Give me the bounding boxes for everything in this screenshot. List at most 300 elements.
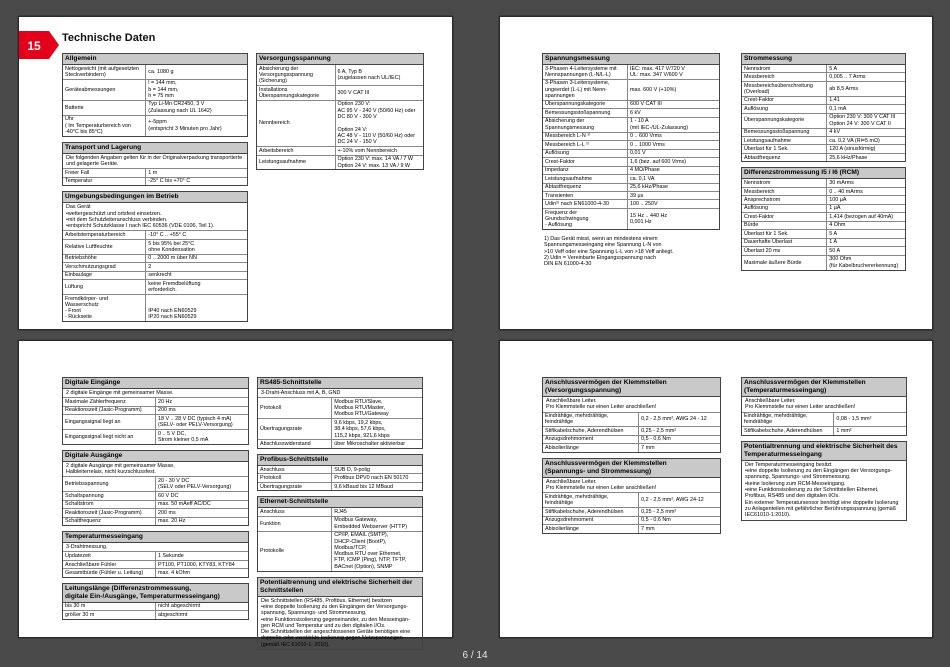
spec-value: RJ45 [334,508,347,515]
spec-label: Batterie [63,100,146,115]
section-profibus [257,454,423,491]
section-note: 2 digitale Eingänge mit gemeinsamer Masse. [63,389,248,398]
spec-table [63,169,247,185]
spec-value: +-5ppm (entspricht 3 Minuten pro Jahr) [146,115,247,136]
section-heading: Digitale Ausgänge [63,451,248,462]
spec-row [543,427,720,435]
spec-label: Abschlusswiderstand [258,440,332,448]
spec-row [543,158,719,166]
spec-value: max. 4 kOhm [156,569,249,577]
bullet-item: • eine doppelte Isolierung zu den Eingängen der Versorgungs- spannung, Spannungs- und Strommessung. [745,468,903,481]
section-heading: Umgebungsbedingungen im Betrieb [63,192,247,203]
spec-row [258,482,422,490]
spec-row [742,73,905,81]
spec-row [742,81,905,96]
spec-label: Überspannungskategorie [543,100,627,108]
spec-value: 0 .. 5 V DC, Strom kleiner 0,5 mA [156,430,249,444]
spec-value: SUB D, 9-polig [334,466,370,473]
bullet-item: • mit dem Schutzleiteranschluss verbinden. [66,217,244,223]
spec-row [257,100,423,146]
spec-label: Protokoll [258,398,332,419]
spec-value: 0 .. 1000 Vrms [627,141,719,149]
spec-value: 1 A [827,238,905,246]
section-versorgungsspannung [256,53,424,170]
spec-label: Relative Luftfeuchte [63,239,146,254]
spec-row [543,200,719,208]
bullet-list [261,604,419,629]
spec-value: max. 20 Hz [156,517,249,525]
spec-value: 2 [146,263,247,271]
spec-value: 200 ms [156,406,249,414]
section-heading: Transport und Lagerung [63,143,247,154]
spec-label: Lüftung [63,280,146,295]
spec-label: Anzugsdrehmoment [543,516,639,524]
spec-row [63,611,248,619]
section-heading: Potentialtrennung und elektrische Sicherheit des Temperaturmesseingang [742,442,906,461]
spec-row [258,508,422,516]
spec-value: -25° C bis +70° C [146,177,247,185]
spec-label: Bemessungsstoßspannung [742,128,827,136]
spec-row [258,419,422,440]
spec-value: max. 50 mAeff AC/DC [156,500,249,508]
page-indicator: 6 / 14 [462,650,488,661]
spec-value: 0,2 - 2,5 mm², AWG 24-12 [641,497,704,504]
spec-table [543,413,720,452]
spec-label: Crest-Faktor [543,158,627,166]
section-heading: Allgemein [63,54,247,65]
p1-right-column [256,53,424,175]
section-outro: Ein externer Temperatursensor benötigt eine doppelte Isolierung zu Anlagenteilen mit gefährlicher Berührungsspannung (gemäß IEC61010-1:2010). [745,499,899,519]
spec-row [543,525,720,533]
spec-label: Gesamtbürde (Fühler u. Leitung) [63,569,156,577]
section-heading: Leitungslänge (Differenzstrommessung, digitale Ein-/Ausgänge, Temperaturmesseingang) [63,584,248,603]
spec-value: 0,2 - 2,5 mm², AWG 24 - 12 [641,416,707,423]
spec-row [63,415,248,430]
spec-label: Fremdkörper- und Wasserschutz - Front - Rückseite [63,294,146,321]
spec-value: 300 Ohm (für Kabelbruchererkennung) [827,255,905,269]
spec-value: Typ Li-Mn CR2450, 3 V (Zulassung nach UL 1642) [146,100,247,115]
spec-label: Impedanz [543,166,627,174]
spec-label: Übertragungsrate [258,419,332,440]
spec-label: Eingangssignal liegt an [63,415,156,430]
spec-value: 25,6 kHz/Phase [627,183,719,191]
spec-label: Überspannungskategorie [742,113,827,128]
spec-row [543,493,720,507]
spec-row [63,280,247,295]
spec-value: 4 kV [827,128,905,136]
bullet-item: • entspricht Schutzklasse I nach IEC 60536 (VDE 0106, Teil 1). [66,223,244,229]
spec-row [63,294,247,321]
spec-label: Nennstrom [742,179,827,187]
spec-value: ab 8,5 Arms [827,81,905,96]
spec-row [258,516,422,531]
spec-label: Anschluss [258,466,332,474]
spec-label: Nettogewicht (mit aufgesetzten Steckverbindern) [63,65,146,79]
spec-label: Reaktionszeit (Jasic-Programm) [63,509,156,517]
spec-label: Stiftkabelschuhe, Aderendhülsen [742,427,834,435]
spec-label: 3-Phasen 3-Leitersysteme, ungeerdet (L-L) mit Nenn- spannungen [543,79,627,100]
spec-label: Freier Fall [63,169,146,177]
section-heading: Strommessung [742,54,905,65]
spec-value: ca. 0,2 VA (Ri=5 mΩ) [827,136,905,144]
page-title: Technische Daten [62,32,156,44]
spec-value: ca. 0,1 VA [627,175,719,183]
spec-label: Frequenz der Grundschwingung - Auflösung [543,208,627,229]
spec-value: l = 144 mm, b = 144 mm, h = 75 mm [146,79,247,100]
spec-label: Installations Überspannungskategorie [257,86,335,101]
spec-value: 15 Hz .. 440 Hz 0,001 Hz [627,208,719,229]
spec-row [63,569,248,577]
spec-label: Dauerhafte Überlast [742,238,827,246]
spec-label: Übertragungsrate [258,482,332,490]
spec-value: 1 µA [827,204,905,212]
section-transport [62,142,248,187]
spec-value: 1,414 (bezogen auf 40mA) [827,213,905,221]
spec-row [742,247,905,255]
p3-right-column [257,377,423,655]
spec-value: nicht abgeschirmt [158,603,201,610]
section-rs485 [257,377,423,449]
spec-label: Schaltspannung [63,492,156,500]
spec-row [63,231,247,239]
spec-value: 100 .. 250V [627,200,719,208]
spec-value: 7 mm [639,444,720,452]
section-outro: Die Schnittstellen der angeschlossenen Geräte benötigen eine doppelte oder verstärkte Isolierung gegen Netzspannungen (gemäß IEC 61010-1: 2010). [261,629,411,648]
spec-value: 20 - 30 V DC (SELV oder PELV-Versorgung) [158,478,232,491]
spec-value: 1,41 [827,96,905,104]
spec-row [742,105,905,113]
section-note: 2 digitale Ausgänge mit gemeinsamer Masse, Halbleiterrelais, nicht kurzschlussfest. [63,462,248,478]
bullet-list [66,211,244,230]
section-digitale-eingaenge [62,377,249,445]
spec-value: 4 Ohm [827,221,905,229]
section-heading: Profibus-Schnittstelle [258,455,422,466]
spec-table [543,493,720,532]
spec-label: Messbereich [742,73,827,81]
spec-value: 5 A [827,230,905,238]
spec-label: Gerätеabmessungen [63,79,146,100]
spec-table [258,466,422,490]
p3-left-column [62,377,249,625]
spec-value: 120 A (sinusförmig) [827,145,905,153]
section-rcm [741,167,906,270]
spec-value: 50 A [827,247,905,255]
page-3 [18,340,453,648]
spec-row [543,175,719,183]
spec-row [63,254,247,262]
spec-row [63,239,247,254]
section-digitale-ausgaenge [62,450,249,526]
spec-label: Verschmutzungsgrad [63,263,146,271]
spec-row [543,100,719,108]
spec-row [543,109,719,117]
footnotes [542,235,720,268]
page-1 [18,16,453,330]
spec-row [257,86,423,101]
section-strommessung [741,53,906,162]
spec-row [742,65,905,73]
spec-label: Leistungsaufnahme [742,136,827,144]
section-klemmen-messung [542,458,721,534]
spec-label: Leistungsaufnahme [257,155,335,169]
spec-value: max. 600 V (+10%) [627,79,719,100]
spec-value: 0,5 - 0,6 Nm [639,435,720,443]
spec-row [63,517,248,525]
section-note: Anschließbare Leiter. Pro Klemmstelle nur einen Leiter anschließen! [742,397,906,413]
spec-value: 1,6 (bez. auf 600 Vrms) [627,158,719,166]
spec-row [742,179,905,187]
spec-label: Arbeitstemperaturbereich [63,231,146,239]
spec-label: Überlast für 1 Sek. [742,230,827,238]
spec-row [257,65,423,86]
spec-table [742,65,905,161]
spec-label: Crest-Faktor [742,96,827,104]
spec-label: Abisolierlänge [543,444,639,452]
spec-label: Messbereich L-N ¹⁾ [543,132,627,140]
section-potentialtrennung [257,577,423,650]
spec-value: 100 µA [827,196,905,204]
spec-value: Profibus DPV0 nach EN 50170 [332,474,422,482]
spec-row [742,255,905,269]
p2-left-column [542,53,720,269]
spec-label: Überlast 20 ms [742,247,827,255]
spec-value: 5 bis 95% bei 25°C ohne Kondensation [146,239,247,254]
spec-row [63,79,247,100]
spec-label: Leistungsaufnahme [543,175,627,183]
spec-row [742,96,905,104]
spec-value: 0,005 .. 7 Arms [827,73,905,81]
section-ethernet [257,496,423,571]
spec-row [742,113,905,128]
section-heading: Versorgungsspannung [257,54,423,65]
spec-row [543,117,719,132]
spec-label: bis 30 m [63,603,156,611]
section-heading: Digitale Eingänge [63,378,248,389]
p2-right-column [741,53,906,276]
spec-label: Auflösung [742,204,827,212]
spec-row [258,466,422,474]
spec-row [543,132,719,140]
spec-row [742,230,905,238]
spec-table [63,398,248,444]
spec-label: Anschließbare Fühler [63,560,156,568]
spec-row [543,141,719,149]
spec-value: 1 m [148,169,158,176]
spec-row [543,166,719,174]
spec-label: Maximale äußere Bürde [742,255,827,269]
spec-label: größer 30 m [63,611,156,619]
spec-label: Schaltstrom [63,500,156,508]
spec-value: Option 230 V: max. 14 VA / 7 W Option 24 V: max. 13 VA / 9 W [335,155,423,169]
section-heading: Anschlussvermögen der Klemmstellen (Temperaturmesseingang) [742,378,906,397]
spec-row [543,79,719,100]
spec-row [63,100,247,115]
bullet-item: • eine doppelte Isolierung zu den Eingängen der Versorgungs- spannung, Spannungs- und Strommessung. [261,604,419,617]
spec-row [742,196,905,204]
spec-label: Temperatur [63,177,146,185]
spec-label: Reaktionszeit (Jasic-Programm) [63,406,156,414]
spec-value: 0,1 mA [827,105,905,113]
spec-row [543,208,719,229]
spec-value: 39 µs [627,192,719,200]
spec-value: 20 Hz [158,398,173,405]
spec-value: ca. 1080 g [148,68,174,75]
spec-label: Eingangssignal liegt nicht an [63,430,156,444]
spec-row [63,500,248,508]
spec-row [63,177,247,185]
spec-value: 60 V DC [156,492,249,500]
spec-value: 0,25 - 2,5 mm² [639,508,720,516]
section-heading: Differenzstrommessung I5 / I6 (RCM) [742,168,905,179]
bullet-item: • keine Isolierung zum RCM-Messeingang. [745,481,903,487]
section-note: 3-Drahtmessung. [63,543,248,552]
spec-row [63,560,248,568]
spec-value: Option 230 V: AC 95 V - 240 V (50/60 Hz) oder DC 80 V - 300 V Option 24 V: AC 48 V - 110 V (50/60 Hz) oder DC 24 V - 150 V [335,100,423,146]
spec-label: Bürde [742,221,827,229]
spec-label: Betriebsspannung [63,477,156,491]
spec-value: 9,6 kBaud bis 12 MBaud [332,482,422,490]
section-note: Anschließbare Leiter. Pro Klemmstelle nur einen Leiter anschließen! [543,478,720,494]
spec-value: 1 Sekunde [158,553,184,560]
spec-value: 0,01 V [627,149,719,157]
spec-row [63,492,248,500]
section-note: 3-Draht-Anschluss mit A, B, GND [258,389,422,398]
section-leitungslaenge [62,583,249,620]
spec-label: Protokoll [258,474,332,482]
spec-row [258,531,422,570]
spec-table [63,552,248,576]
spec-row [742,128,905,136]
spec-row [543,435,720,443]
spec-row [63,115,247,136]
spec-row [543,444,720,452]
spec-row [543,516,720,524]
spec-row [63,263,247,271]
section-heading: Potentialtrennung und elektrische Sicherheit der Schnittstellen [258,578,422,597]
spec-value: 7 mm [639,525,720,533]
spec-value: +-10% vom Nennbereich [335,147,423,155]
spec-value: 0 .. 600 Vrms [627,132,719,140]
spec-row [742,153,905,161]
spec-label: Stiftkabelschuhe, Aderendhülsen [543,427,639,435]
spec-row [63,477,248,491]
spec-label: Absicherung der Versorgungsspannung (Sicherung) [257,65,335,86]
spec-value: 0 .. 40 mArms [827,187,905,195]
spec-label: Maximale Zählerfrequenz [63,398,156,406]
spec-label: Bemessungsstoßspannung [543,109,627,117]
spec-label: Abisolierlänge [543,525,639,533]
section-temperaturmesseingang [62,531,249,578]
spec-label: Einbaulage [63,271,146,279]
section-klemmen-versorgung [542,377,721,453]
spec-value: über Mikroschalter aktivierbar [332,440,422,448]
section-heading: Spannungsmessung [543,54,719,65]
spec-value: 9,6 kbps, 19,2 kbps, 38,4 kbps, 57,6 kbps, 115,2 kbps, 921,6 kbps [332,419,422,440]
section-intro: Der Temperaturmesseingang besitzt [745,461,832,468]
page-2 [499,16,933,330]
spec-label: Updatezeit [63,552,156,560]
spec-label: Arbeitsbereich [257,147,335,155]
spec-row [258,440,422,448]
spec-row [63,430,248,444]
spec-label: Absicherung der Spannungsmessung [543,117,627,132]
spec-row [543,183,719,191]
spec-table [63,231,247,321]
spec-row [543,192,719,200]
spec-row [63,603,248,611]
spec-table [63,477,248,525]
section-umgebung [62,191,248,322]
spec-table [258,398,422,448]
spec-table [63,65,247,136]
spec-row [543,413,720,427]
spec-label: Auflösung [543,149,627,157]
spec-row [543,65,719,79]
spec-label: Udin²⁾ nach EN61000-4-30 [543,200,627,208]
spec-value: Option 230 V: 300 V CAT III Option 24 V: 300 V CAT II [827,113,905,128]
bullet-item: • eine Funktionsisolierung gegeneinander, zu den Messeingän- gen RCM und Temperatur und zu den digitalen I/Os. [261,617,419,630]
spec-label: Uhr ( Im Temperaturbereich von -40°C bis 85°C) [63,115,146,136]
p4-right-column [741,377,907,526]
chapter-number: 15 [27,39,41,53]
p4-left-column [542,377,721,539]
spec-value: 25,6 kHz/Phase [827,153,905,161]
spec-row [742,204,905,212]
section-heading: Temperaturmesseingang [63,532,248,543]
section-text [258,597,422,649]
section-text [63,203,247,231]
spec-row [742,213,905,221]
spec-table [543,65,719,229]
spec-row [543,149,719,157]
spec-value: 1 - 10 A (mit IEC-/UL-Zulassung) [627,117,719,132]
spec-row [742,145,905,153]
spec-table [742,179,905,269]
spec-value: keine Fremdbelüftung erforderlich. [146,280,247,295]
spec-row [742,238,905,246]
spec-label: Nennbereich [257,100,335,146]
spec-value: 18 V .. 28 V DC (typisch 4 mA) (SELV- oder PELV-Versorgung) [156,415,249,430]
spec-value: IEC: max. 417 V/720 V UL: max. 347 V/600 V [629,65,685,78]
spec-label: Crest-Faktor [742,213,827,221]
section-heading: Ethernet-Schnittstelle [258,497,422,508]
section-heading: RS485-Schnittstelle [258,378,422,389]
spec-row [742,427,906,435]
spec-label: Abtastfrequenz [543,183,627,191]
spec-label: Auflösung [742,105,827,113]
spec-value: 6 kV [627,109,719,117]
spec-label: Stiftkabelschuhe, Aderendhülsen [543,508,639,516]
spec-value: 300 V CAT III [335,86,423,101]
section-klemmen-temperatur [741,377,907,436]
spec-row [543,508,720,516]
spec-row [63,398,248,406]
spec-value: PT100, PT1000, KTY83, KTY84 [156,560,249,568]
spec-label: Abtastfrequenz [742,153,827,161]
chapter-badge [19,31,59,59]
spec-label: Messbereich L-L ¹⁾ [543,141,627,149]
spec-row [63,271,247,279]
spec-row [742,187,905,195]
spec-row [63,65,247,79]
spec-label: Nennstrom [742,65,827,73]
spec-row [63,552,248,560]
spec-value: 0 .. 2000 m über NN [146,254,247,262]
spec-label: Anzugsdrehmoment [543,435,639,443]
footnote: 1) Das Gerät misst, wenn an mindestens einem Spannungsmesseingang eine Spannung L-N von >10 Veff oder eine Spannung L-L von >18 Veff anliegt. [544,236,674,255]
spec-value: 200 ms [156,509,249,517]
spec-value: 6 A, Typ B (zugelassen nach UL/IEC) [337,68,401,82]
